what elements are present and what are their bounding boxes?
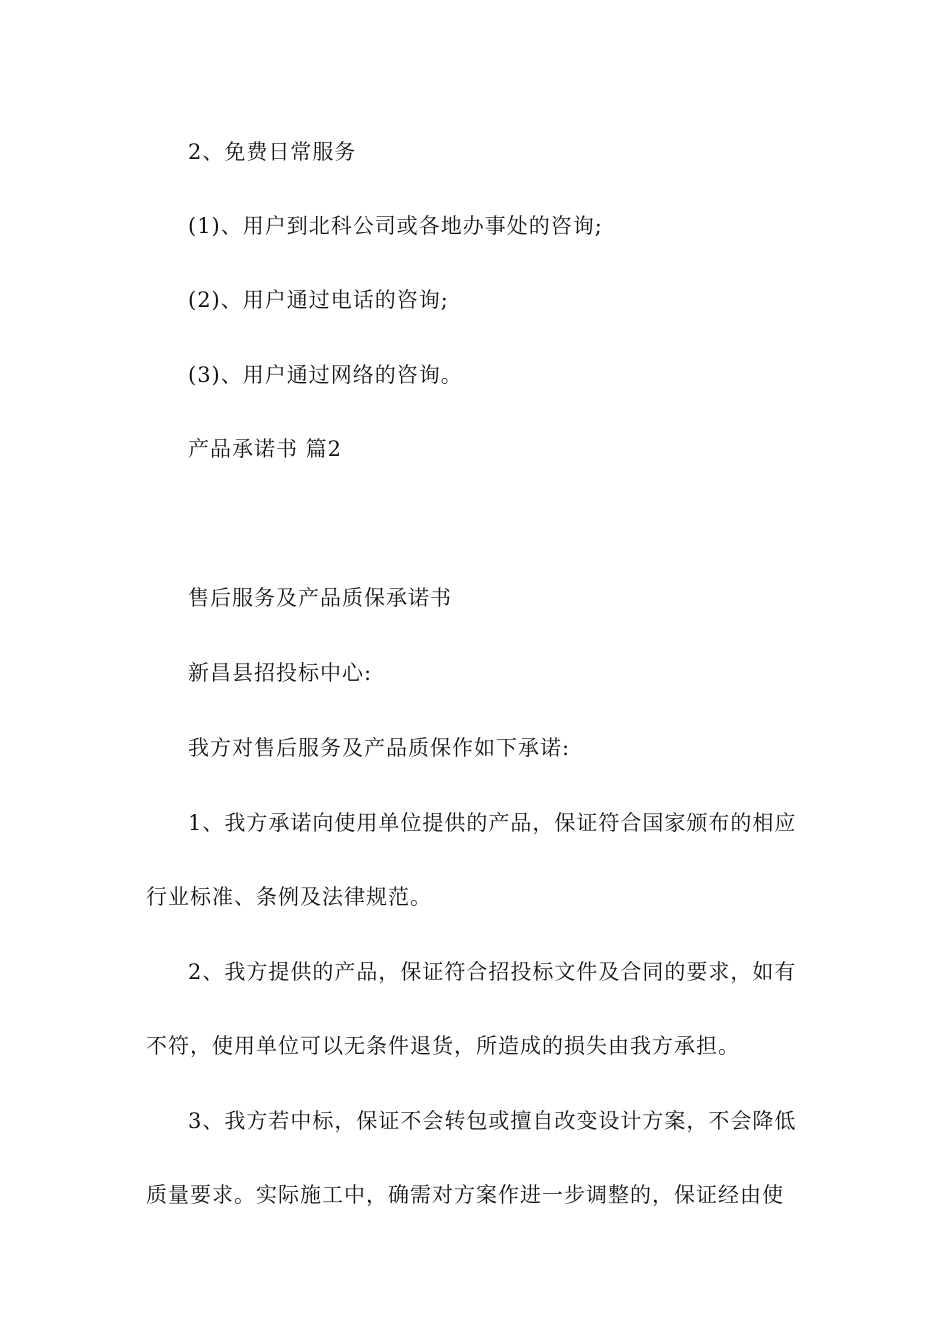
paragraph-2-line-2: 不符，使用单位可以无条件退货，所造成的损失由我方承担。 [146, 1034, 740, 1058]
paragraph-2-line-1: 2、我方提供的产品，保证符合招投标文件及合同的要求，如有 [188, 960, 797, 984]
list-item-consult-office: (1)、用户到北科公司或各地办事处的咨询; [188, 214, 603, 238]
article-title: 产品承诺书 篇2 [188, 437, 343, 461]
paragraph-3-line-2: 质量要求。实际施工中，确需对方案作进一步调整的，保证经由使 [146, 1183, 784, 1207]
paragraph-1-line-1: 1、我方承诺向使用单位提供的产品，保证符合国家颁布的相应 [188, 811, 797, 835]
list-item-consult-phone: (2)、用户通过电话的咨询; [188, 288, 449, 312]
list-item-consult-network: (3)、用户通过网络的咨询。 [188, 363, 463, 387]
letter-title: 售后服务及产品质保承诺书 [188, 586, 452, 610]
paragraph-3-line-1: 3、我方若中标，保证不会转包或擅自改变设计方案，不会降低 [188, 1109, 797, 1133]
letter-salutation: 新昌县招投标中心: [188, 661, 373, 685]
letter-intro: 我方对售后服务及产品质保作如下承诺: [188, 736, 571, 760]
section-heading-free-service: 2、免费日常服务 [188, 140, 357, 164]
paragraph-1-line-2: 行业标准、条例及法律规范。 [146, 885, 432, 909]
